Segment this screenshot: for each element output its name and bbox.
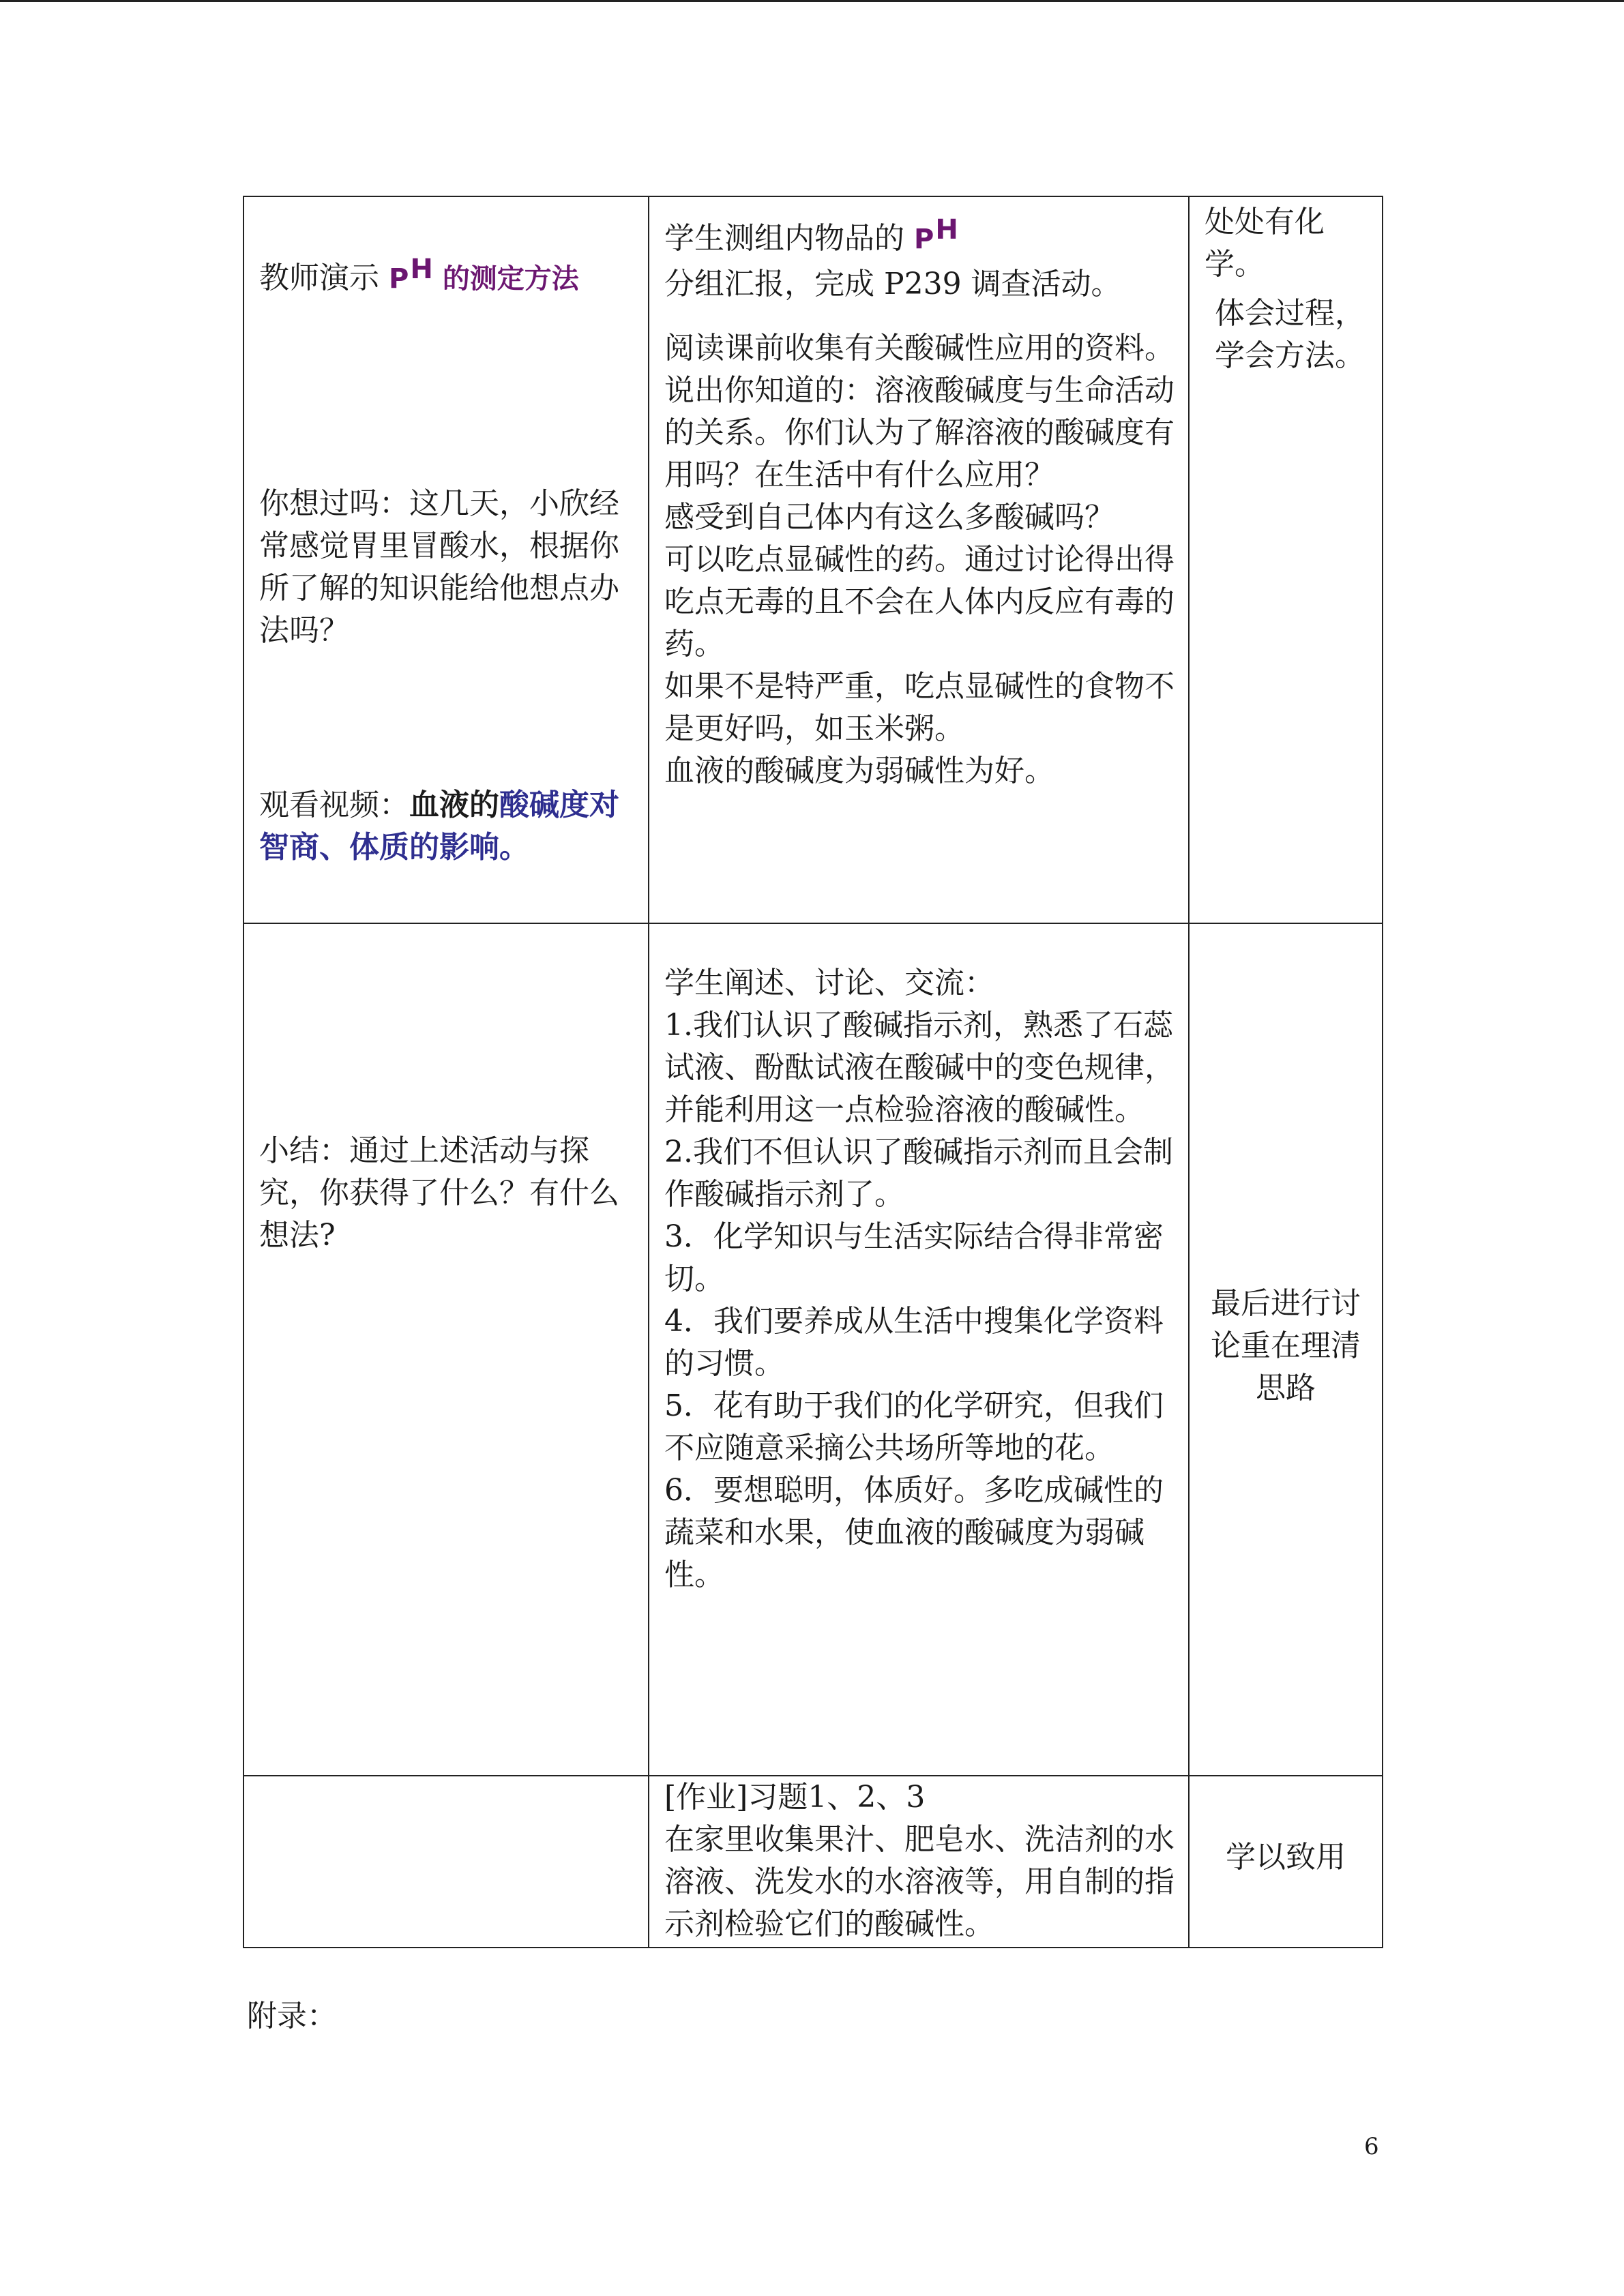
video-line: [259, 784, 636, 869]
medicine-line: 可以吃点显碱性的药。通过讨论得出得吃点无毒的且不会在人体内反应有毒的药。: [664, 542, 1175, 661]
reading-line: 阅读课前收集有关酸碱性应用的资料。: [664, 331, 1175, 366]
homework-cell: [649, 1776, 1189, 1948]
demo-prefix: 教师演示: [259, 260, 379, 295]
stomach-question: 你想过吗：这几天，小欣经常感觉胃里冒酸水，根据你所了解的知识能给他想点办法吗？: [259, 486, 619, 648]
summary-intro: 学生阐述、讨论、交流：: [664, 966, 994, 1000]
appendix-label: 附录：: [247, 1999, 337, 2033]
page-number: 6: [1364, 2133, 1379, 2160]
ph-symbol: PH: [389, 254, 433, 295]
homework-body: 在家里收集果汁、肥皂水、洗洁剂的水溶液、洗发水的水溶液等，用自制的指示剂检验它们的酸碱性。: [664, 1822, 1175, 1941]
list-item: 3．化学知识与生活实际结合得非常密切。: [664, 1219, 1164, 1296]
table-row: [243, 196, 1383, 923]
demo-suffix: 的测定方法: [442, 263, 579, 295]
demo-line: [259, 254, 636, 300]
list-item: 5．花有助于我们的化学研究，但我们不应随意采摘公共场所等地的花。: [664, 1388, 1164, 1465]
table-row: [243, 923, 1383, 1776]
homework-intent: 学以致用: [1226, 1840, 1346, 1875]
list-item: 4．我们要养成从生活中搜集化学资料的习惯。: [664, 1304, 1164, 1381]
student-activity-cell: [649, 196, 1189, 923]
video-bold-text: 血液的: [409, 788, 499, 822]
list-item: 2.我们不但认识了酸碱指示剂而且会制作酸碱指示剂了。: [664, 1135, 1173, 1212]
table-row: [243, 1776, 1383, 1948]
summary-discussion-cell: [649, 923, 1189, 1776]
top-border-line: [0, 0, 1624, 2]
food-line: 如果不是特严重，吃点显碱性的食物不是更好吗，如玉米粥。: [664, 669, 1175, 746]
chemistry-everywhere: 处处有化学。: [1205, 205, 1325, 282]
student-measure-line: [664, 214, 1176, 260]
experience-process: 体会过程，学会方法。: [1215, 296, 1365, 373]
ph-symbol: PH: [914, 214, 958, 255]
design-intent-cell: [1189, 196, 1383, 923]
summary-intent-cell: [1189, 923, 1383, 1776]
homework-empty-text: [244, 1776, 648, 1785]
summary-intent: 最后进行讨论重在理清思路: [1211, 1286, 1361, 1405]
summary-question: 小结：通过上述活动与探究，你获得了什么？有什么想法?: [259, 1133, 619, 1253]
blood-line: 血液的酸碱度为弱碱性为好。: [664, 754, 1054, 788]
lesson-plan-table: [243, 196, 1383, 1948]
summary-question-cell: [243, 923, 649, 1776]
homework-title: [作业]习题1、2、3: [664, 1780, 926, 1815]
list-item: 1.我们认识了酸碱指示剂，熟悉了石蕊试液、酚酞试液在酸碱中的变色规律，并能利用这一点检验溶液的酸碱性。: [664, 1008, 1175, 1127]
student-measure-text: 学生测组内物品的: [664, 221, 904, 256]
video-blue-text: 酸碱度对智商、体质的影响。: [259, 788, 619, 865]
group-report-line: 分组汇报，完成 P239 调查活动。: [664, 267, 1121, 301]
homework-intent-cell: [1189, 1776, 1383, 1948]
tell-line: 说出你知道的：溶液酸碱度与生命活动的关系。你们认为了解溶液的酸碱度有用吗？在生活中有什么应用？: [664, 373, 1175, 492]
homework-empty-cell: [243, 1776, 649, 1948]
feel-line: 感受到自己体内有这么多酸碱吗？: [664, 500, 1114, 535]
teacher-activity-cell: [243, 196, 649, 923]
list-item: 6．要想聪明，体质好。多吃成碱性的蔬菜和水果，使血液的酸碱度为弱碱性。: [664, 1473, 1164, 1592]
video-prefix: 观看视频：: [259, 788, 409, 822]
